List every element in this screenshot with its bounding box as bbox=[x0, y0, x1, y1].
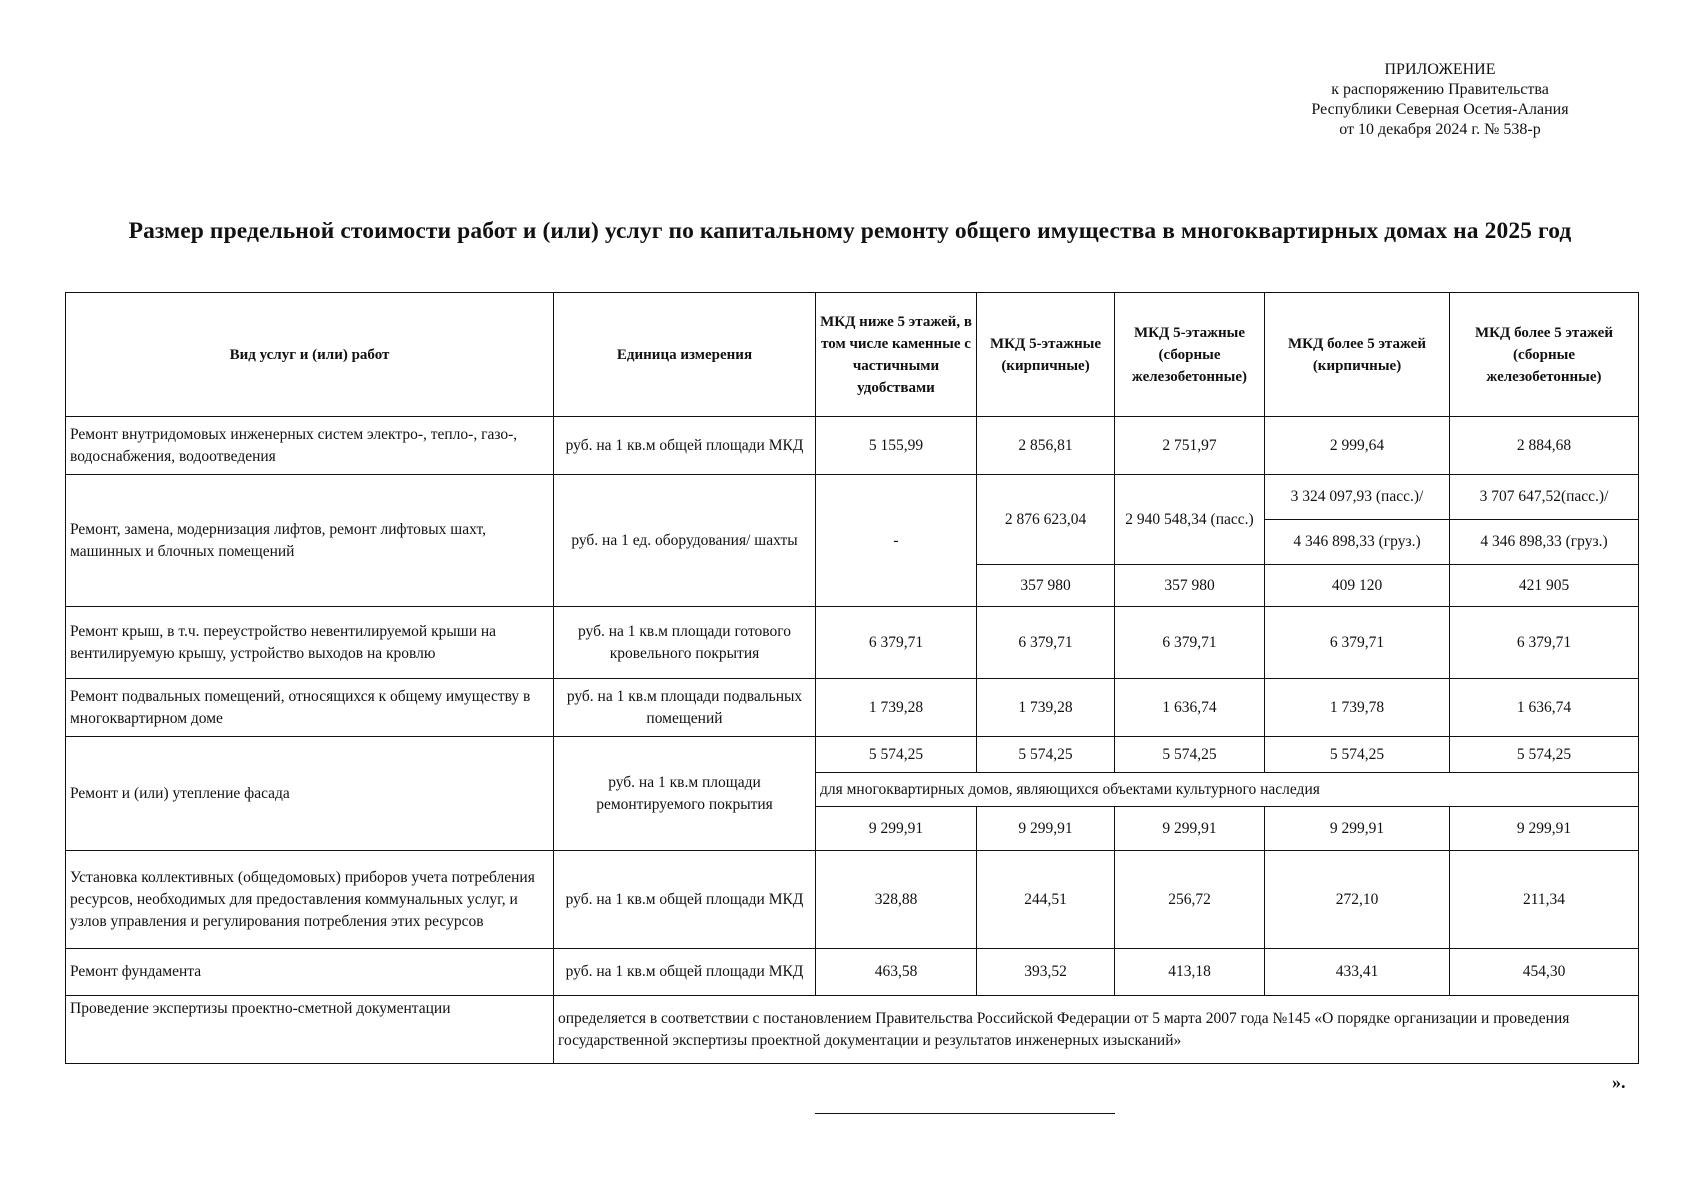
value-cell: 9 299,91 bbox=[1115, 807, 1265, 851]
row-name: Ремонт внутридомовых инженерных систем электро-, тепло-, газо-, водоснабжения, водоотведения bbox=[66, 417, 554, 475]
header-service-type: Вид услуг и (или) работ bbox=[66, 293, 554, 417]
value-cell: 6 379,71 bbox=[1265, 607, 1450, 679]
value-cell: 5 574,25 bbox=[977, 737, 1115, 773]
value-cell: 211,34 bbox=[1450, 851, 1639, 949]
table-row bbox=[66, 851, 1639, 949]
appendix-line-4: от 10 декабря 2024 г. № 538-р bbox=[1339, 121, 1541, 138]
value-cell: 454,30 bbox=[1450, 949, 1639, 996]
table-row bbox=[66, 996, 1639, 1064]
value-cell: 3 707 647,52(пасс.)/ bbox=[1450, 475, 1639, 520]
value-cell: 244,51 bbox=[977, 851, 1115, 949]
row-name: Ремонт фундамента bbox=[66, 949, 554, 996]
value-cell: - bbox=[816, 475, 977, 607]
value-cell: 4 346 898,33 (груз.) bbox=[1450, 520, 1639, 565]
value-cell: 256,72 bbox=[1115, 851, 1265, 949]
row-unit: руб. на 1 ед. оборудования/ шахты bbox=[554, 475, 816, 607]
value-cell: 9 299,91 bbox=[816, 807, 977, 851]
appendix-line-2: к распоряжению Правительства bbox=[1331, 81, 1549, 98]
value-cell: 6 379,71 bbox=[977, 607, 1115, 679]
value-cell: 2 940 548,34 (пасс.) bbox=[1115, 475, 1265, 565]
appendix-line-3: Республики Северная Осетия-Алания bbox=[1311, 101, 1569, 118]
row-name: Ремонт крыш, в т.ч. переустройство невентилируемой крыши на вентилируемую крышу, устройство выходов на кровлю bbox=[66, 607, 554, 679]
row-unit: руб. на 1 кв.м общей площади МКД bbox=[554, 949, 816, 996]
appendix-title: ПРИЛОЖЕНИЕ bbox=[1384, 61, 1496, 78]
document-title: Размер предельной стоимости работ и (или) услуг по капитальному ремонту общего имущества в многоквартирных домах на 2025 год bbox=[128, 218, 1572, 244]
header-5-floors-concrete: МКД 5-этажные (сборные железобетонные) bbox=[1115, 293, 1265, 417]
heritage-note: для многоквартирных домов, являющихся объектами культурного наследия bbox=[816, 773, 1639, 807]
value-cell: 5 574,25 bbox=[1450, 737, 1639, 773]
row-unit: руб. на 1 кв.м общей площади МКД bbox=[554, 417, 816, 475]
value-cell: 357 980 bbox=[977, 565, 1115, 607]
row-name: Установка коллективных (общедомовых) приборов учета потребления ресурсов, необходимых для предоставления коммунальных услуг, и узлов управления и регулирования потребления этих ресурсов bbox=[66, 851, 554, 949]
value-cell: 272,10 bbox=[1265, 851, 1450, 949]
table-row bbox=[66, 417, 1639, 475]
value-cell: 393,52 bbox=[977, 949, 1115, 996]
value-cell: 6 379,71 bbox=[816, 607, 977, 679]
row-name: Ремонт, замена, модернизация лифтов, ремонт лифтовых шахт, машинных и блочных помещений bbox=[66, 475, 554, 607]
expertise-note: определяется в соответствии с постановлением Правительства Российской Федерации от 5 марта 2007 года №145 «О порядке организации и проведения государственной экспертизы проектной документации и результатов инженерных изысканий» bbox=[554, 996, 1639, 1064]
value-cell: 2 751,97 bbox=[1115, 417, 1265, 475]
table-row bbox=[66, 607, 1639, 679]
header-5-floors-brick: МКД 5-этажные (кирпичные) bbox=[977, 293, 1115, 417]
value-cell: 5 574,25 bbox=[1265, 737, 1450, 773]
header-unit: Единица измерения bbox=[554, 293, 816, 417]
value-cell: 1 636,74 bbox=[1115, 679, 1265, 737]
row-unit: руб. на 1 кв.м площади ремонтируемого покрытия bbox=[554, 737, 816, 851]
value-cell: 6 379,71 bbox=[1450, 607, 1639, 679]
table-row bbox=[66, 949, 1639, 996]
value-cell: 2 999,64 bbox=[1265, 417, 1450, 475]
header-over-5-concrete: МКД более 5 этажей (сборные железобетонные) bbox=[1450, 293, 1639, 417]
value-cell: 328,88 bbox=[816, 851, 977, 949]
closing-quote-mark: ». bbox=[1612, 1072, 1626, 1092]
value-cell: 3 324 097,93 (пасс.)/ bbox=[1265, 475, 1450, 520]
value-cell: 2 856,81 bbox=[977, 417, 1115, 475]
value-cell: 433,41 bbox=[1265, 949, 1450, 996]
value-cell: 1 739,28 bbox=[977, 679, 1115, 737]
table-row bbox=[66, 475, 1639, 520]
appendix-header bbox=[1280, 60, 1600, 140]
row-unit: руб. на 1 кв.м площади готового кровельного покрытия bbox=[554, 607, 816, 679]
value-cell: 413,18 bbox=[1115, 949, 1265, 996]
row-unit: руб. на 1 кв.м общей площади МКД bbox=[554, 851, 816, 949]
value-cell: 6 379,71 bbox=[1115, 607, 1265, 679]
row-name: Ремонт подвальных помещений, относящихся к общему имуществу в многоквартирном доме bbox=[66, 679, 554, 737]
value-cell: 1 636,74 bbox=[1450, 679, 1639, 737]
row-name: Проведение экспертизы проектно-сметной документации bbox=[66, 996, 554, 1064]
value-cell: 2 876 623,04 bbox=[977, 475, 1115, 565]
row-unit: руб. на 1 кв.м площади подвальных помещений bbox=[554, 679, 816, 737]
value-cell: 1 739,28 bbox=[816, 679, 977, 737]
value-cell: 4 346 898,33 (груз.) bbox=[1265, 520, 1450, 565]
value-cell: 5 574,25 bbox=[816, 737, 977, 773]
table-header-row bbox=[66, 293, 1639, 417]
value-cell: 9 299,91 bbox=[977, 807, 1115, 851]
value-cell: 357 980 bbox=[1115, 565, 1265, 607]
value-cell: 5 155,99 bbox=[816, 417, 977, 475]
table-row bbox=[66, 737, 1639, 773]
value-cell: 9 299,91 bbox=[1265, 807, 1450, 851]
header-over-5-brick: МКД более 5 этажей (кирпичные) bbox=[1265, 293, 1450, 417]
value-cell: 463,58 bbox=[816, 949, 977, 996]
divider-line bbox=[815, 1113, 1115, 1114]
value-cell: 2 884,68 bbox=[1450, 417, 1639, 475]
value-cell: 9 299,91 bbox=[1450, 807, 1639, 851]
cost-table bbox=[65, 292, 1639, 1064]
table-row bbox=[66, 679, 1639, 737]
value-cell: 409 120 bbox=[1265, 565, 1450, 607]
value-cell: 5 574,25 bbox=[1115, 737, 1265, 773]
value-cell: 1 739,78 bbox=[1265, 679, 1450, 737]
row-name: Ремонт и (или) утепление фасада bbox=[66, 737, 554, 851]
header-below-5-floors: МКД ниже 5 этажей, в том числе каменные с частичными удобствами bbox=[816, 293, 977, 417]
value-cell: 421 905 bbox=[1450, 565, 1639, 607]
